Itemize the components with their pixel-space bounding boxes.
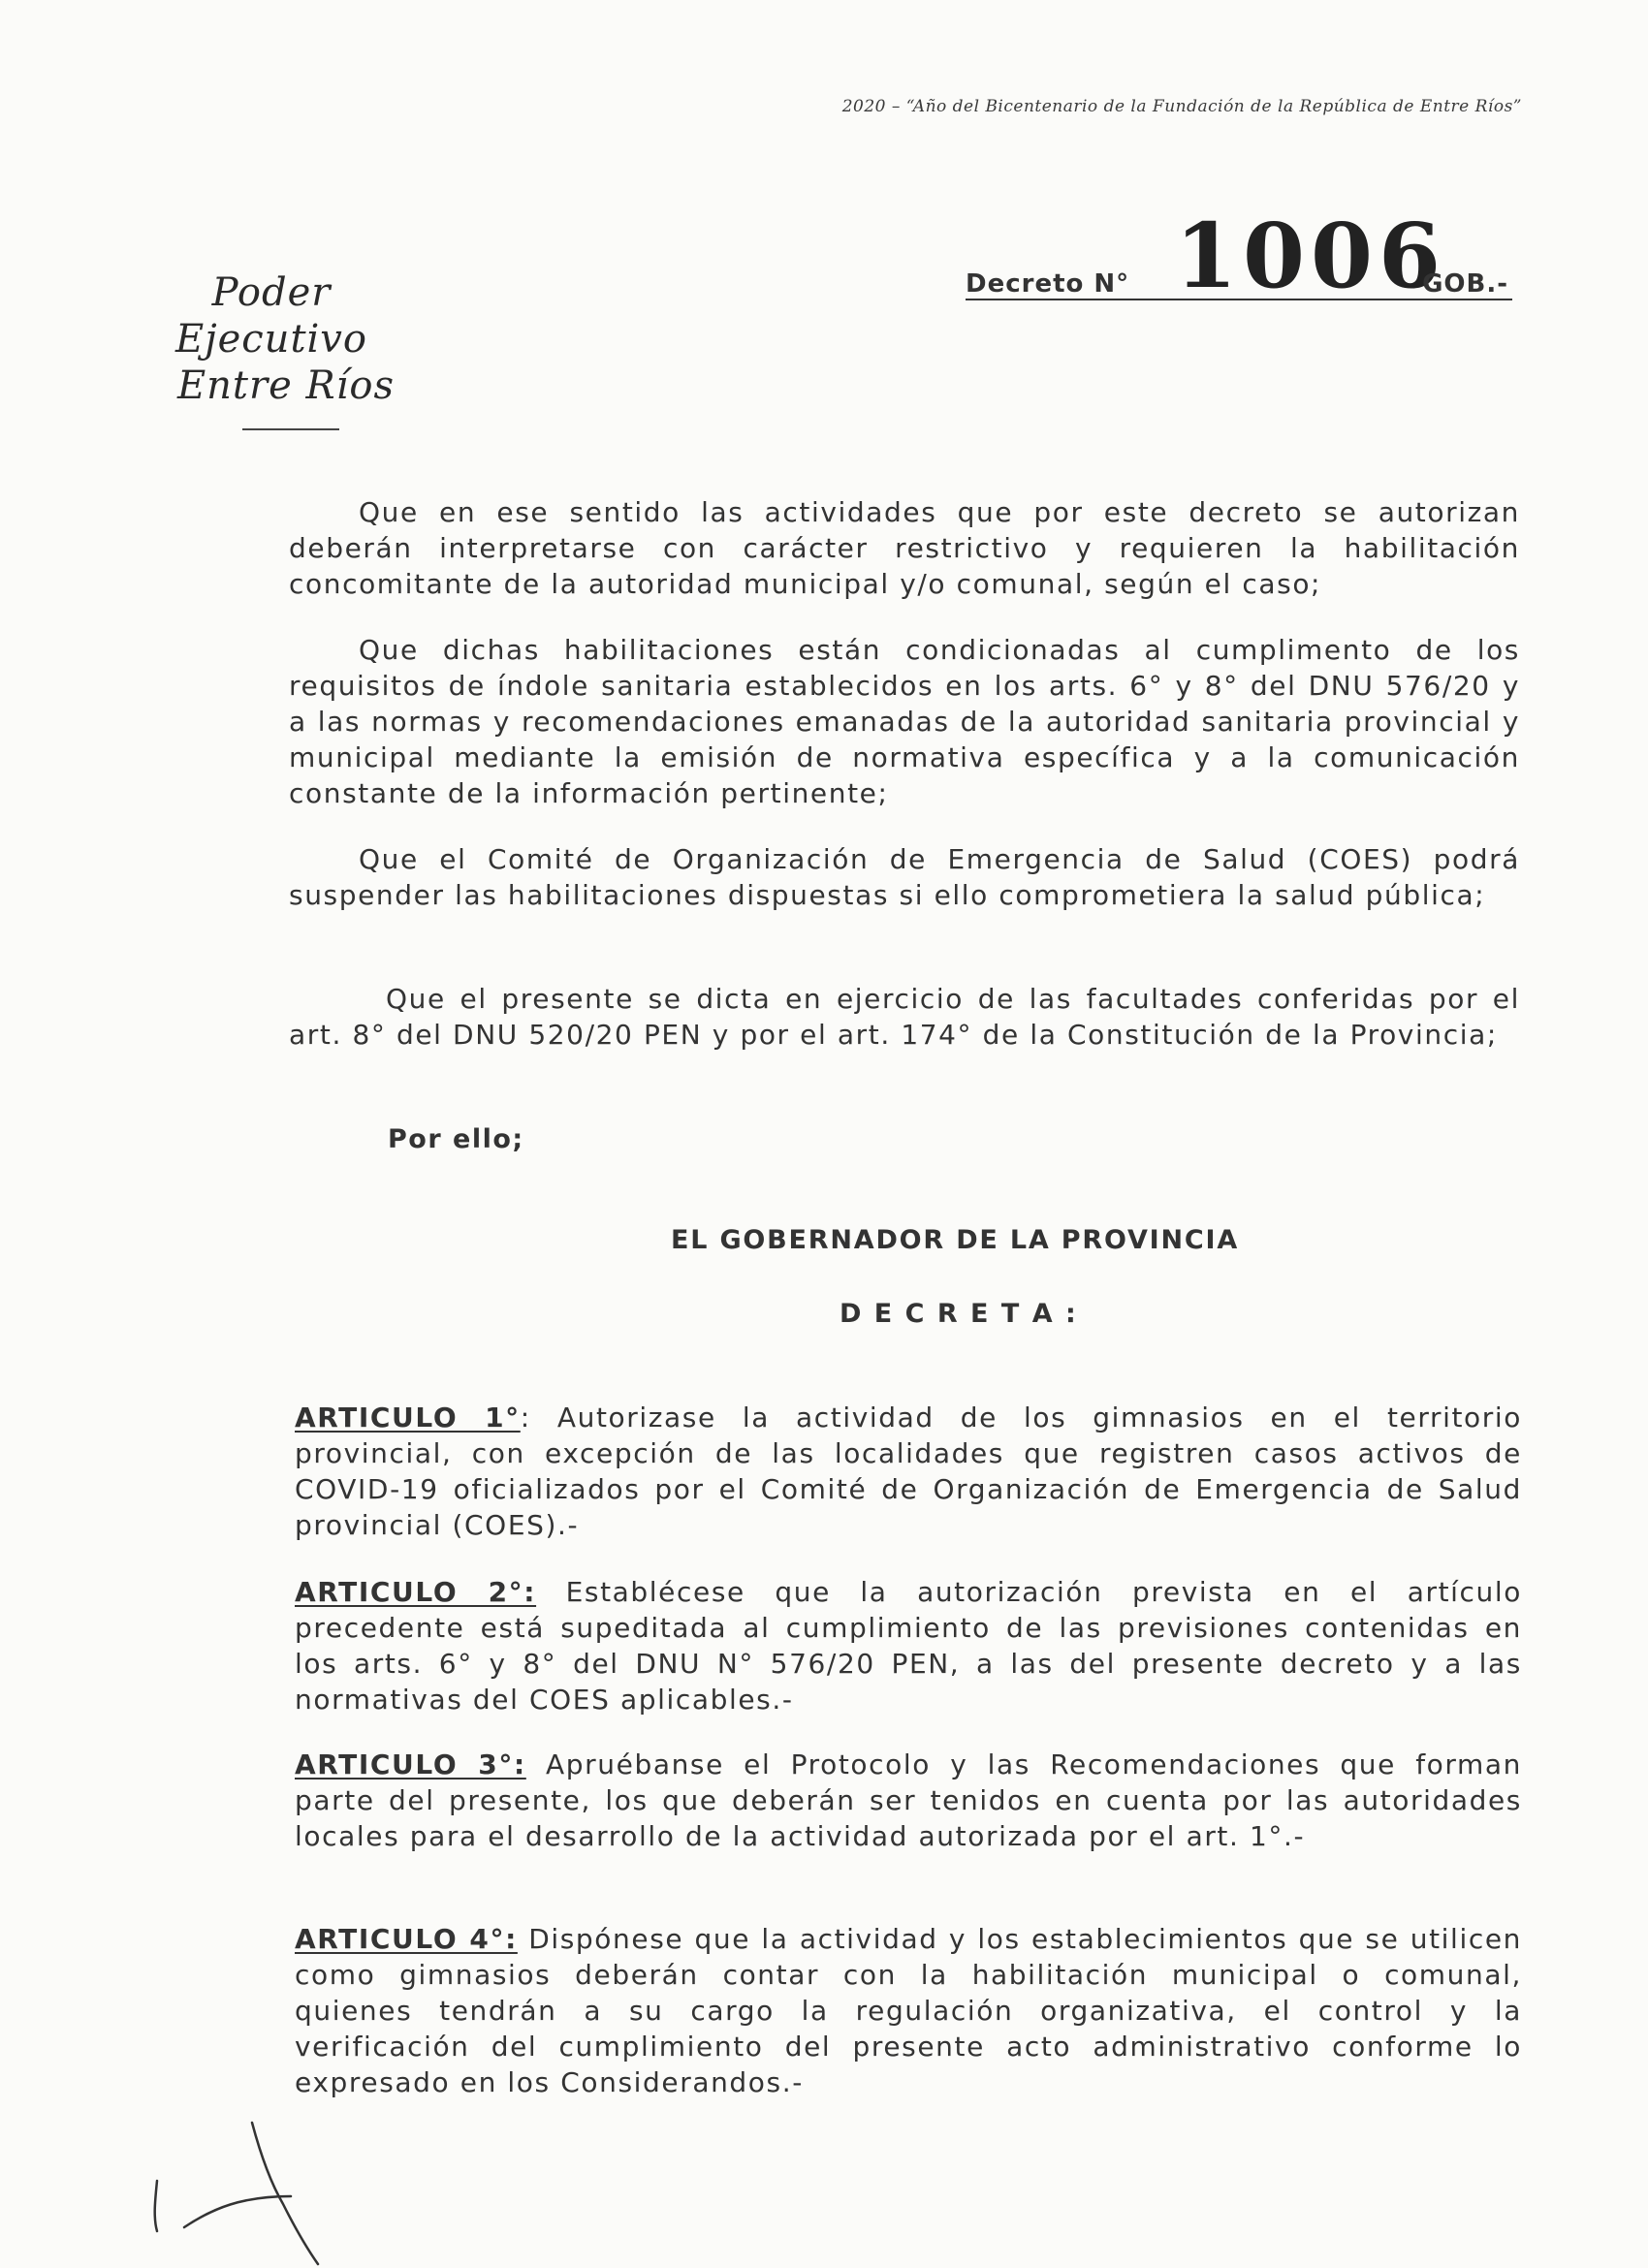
article-label: ARTICULO 1° [295,1402,521,1433]
decree-label: Decreto N° [966,269,1130,299]
considerando-text: Que el presente se dicta en ejercicio de las facultades conferidas por el art. 8° del DNU 520/20 PEN y por el art. 174° de la Constitución de la Provincia; [289,983,1520,1051]
signature-initials [145,2103,339,2268]
article-label: ARTICULO 3°: [295,1748,526,1780]
governor-heading: EL GOBERNADOR DE LA PROVINCIA [671,1225,1240,1255]
article-text: Establécese que la autorización prevista en el artículo precedente está supeditada al cumplimiento de las previsiones contenidas en los arts. 6° y 8° del DNU N° 576/20 PEN, a las del presente decreto y a las normativas del COES aplicables.- [295,1576,1522,1716]
decree-number: 1006 [1175,204,1447,308]
article-text: Autorizase la actividad de los gimnasios en el territorio provincial, con excepción de las localidades que registren casos activos de COVID-19 oficializados por el Comité de Organización de Emergencia de Salud provincial (COES).- [295,1402,1522,1541]
considerando-text: Que el Comité de Organización de Emergencia de Salud (COES) podrá suspender las habilitaciones dispuestas si ello comprometiera la salud pública; [289,843,1520,911]
considerando-paragraph [289,841,1520,913]
seal-line-2: Entre Ríos [176,363,396,408]
considerando-text: Que dichas habilitaciones están condicionadas al cumplimento de los requisitos de índole sanitaria establecidos en los arts. 6° y 8° del DNU 576/20 y a las normas y recomendaciones emanadas de la autoridad sanitaria provincial y municipal mediante la emisión de normativa específica y a la comunicación constante de la información pertinente; [289,634,1520,809]
considerando-paragraph [289,632,1520,811]
considerando-text: Que en ese sentido las actividades que por este decreto se autorizan deberán interpretarse con carácter restrictivo y requieren la habilitación concomitante de la autoridad municipal y/o comunal, según el caso; [289,496,1520,600]
article-4 [295,1921,1522,2100]
article-label: ARTICULO 4°: [295,1923,518,1955]
article-text: Dispónese que la actividad y los establecimientos que se utilicen como gimnasios deberán contar con la habilitación municipal o comunal, quienes tendrán a su cargo la regulación organizativa, el control y la verificación del cumplimiento del presente acto administrativo conforme lo expresado en los Considerandos.- [295,1923,1522,2098]
considerando-paragraph [289,494,1520,602]
article-text: Apruébanse el Protocolo y las Recomendaciones que forman parte del presente, los que deberán ser tenidos en cuenta por las autoridades locales para el desarrollo de la actividad autorizada por el art. 1°.- [295,1748,1522,1852]
article-3 [295,1747,1522,1854]
article-label: ARTICULO 2°: [295,1576,537,1608]
decree-underline [966,299,1512,300]
por-ello: Por ello; [388,1124,524,1154]
header-motto: 2020 – “Año del Bicentenario de la Fundación de la República de Entre Ríos” [841,97,1522,116]
article-1: ARTICULO 1°: Autorizase la actividad de los gimnasios en el territorio provincial, con excepción de las localidades que registren casos activos de COVID-19 oficializados por el Comité de Organización de Emergencia de Salud provincial (COES).- [295,1402,1522,1541]
seal-line-1: Poder Ejecutivo [175,270,367,362]
seal-rule [242,428,339,430]
considerando-paragraph [289,981,1520,1053]
letterhead-seal [116,269,427,430]
decree-suffix: GOB.- [1422,269,1508,299]
decree-number-line [966,194,1512,308]
decreta-heading: D E C R E T A : [840,1299,1078,1329]
article-2 [295,1574,1522,1717]
